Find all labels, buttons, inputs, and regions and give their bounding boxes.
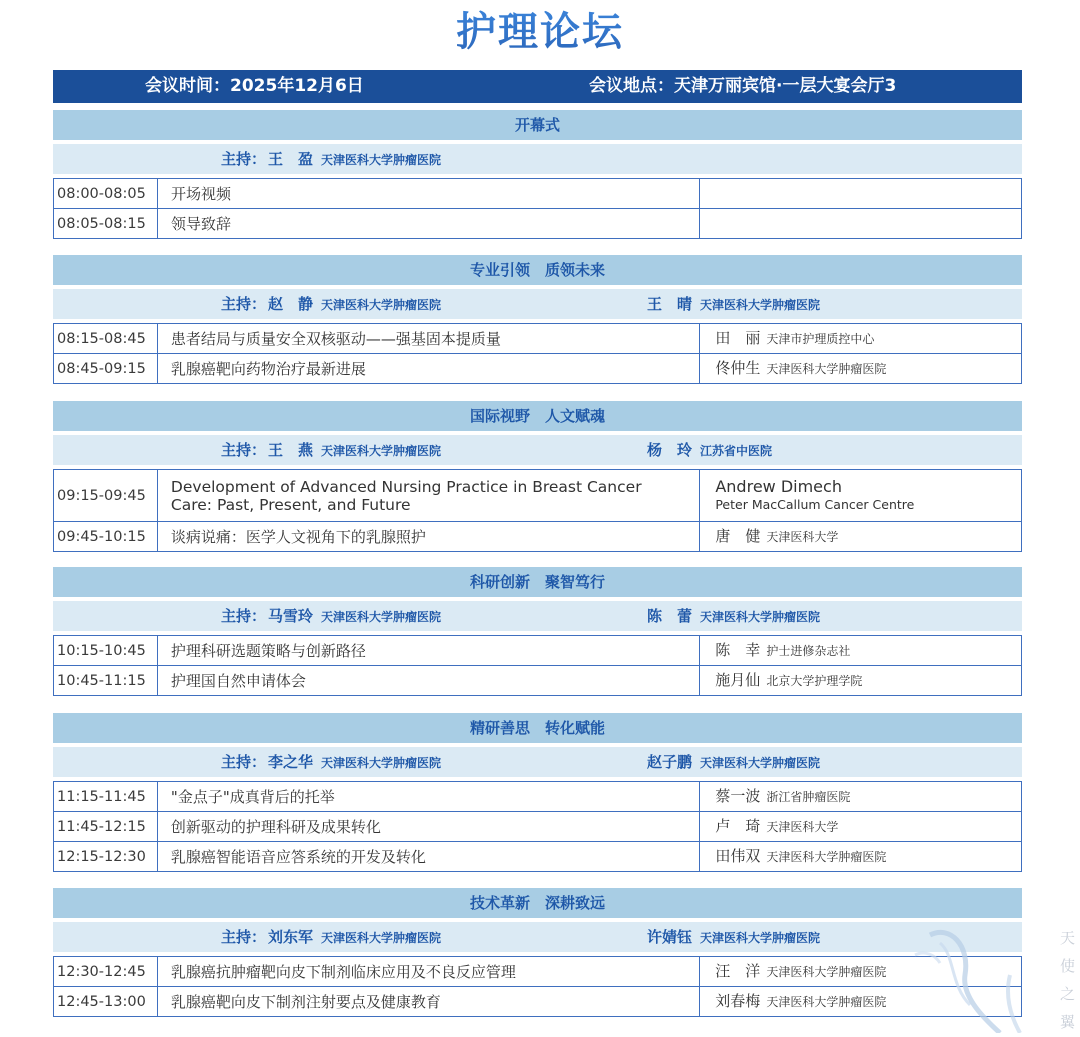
host-1 bbox=[221, 601, 441, 632]
speaker-cell bbox=[700, 666, 1022, 696]
host-name: 杨 玲 bbox=[647, 441, 693, 459]
table-row bbox=[54, 354, 1022, 384]
speaker-cell bbox=[700, 522, 1022, 552]
meeting-venue: 会议地点：天津万丽宾馆·一层大宴会厅3 bbox=[589, 76, 897, 96]
time-cell: 08:00-08:05 bbox=[54, 179, 158, 209]
speaker-org: Peter MacCallum Cancer Centre bbox=[715, 496, 915, 512]
time-cell: 12:30-12:45 bbox=[54, 957, 158, 987]
speaker-name: 施月仙 bbox=[715, 671, 761, 689]
host-2 bbox=[647, 747, 820, 778]
watermark-char: 翼 bbox=[1060, 1013, 1076, 1031]
host-name: 李之华 bbox=[268, 753, 314, 771]
table-row bbox=[54, 782, 1022, 812]
table-row bbox=[54, 842, 1022, 872]
speaker-name: 佟仲生 bbox=[715, 359, 761, 377]
speaker-cell bbox=[700, 354, 1022, 384]
speaker-org: 天津医科大学肿瘤医院 bbox=[766, 995, 887, 1009]
host-org: 江苏省中医院 bbox=[700, 444, 773, 458]
host-bar bbox=[53, 144, 1022, 174]
meeting-date: 会议时间：2025年12月6日 bbox=[145, 76, 364, 96]
watermark-char: 之 bbox=[1060, 985, 1076, 1003]
speaker-org: 天津医科大学肿瘤医院 bbox=[766, 965, 887, 979]
info-bar bbox=[53, 70, 1022, 103]
table-row bbox=[54, 666, 1022, 696]
host-org: 天津医科大学肿瘤医院 bbox=[700, 931, 821, 945]
host-label: 主持： bbox=[221, 150, 267, 168]
schedule-table bbox=[53, 956, 1022, 1017]
time-cell: 08:05-08:15 bbox=[54, 209, 158, 239]
time-cell: 12:15-12:30 bbox=[54, 842, 158, 872]
topic-cell: 护理科研选题策略与创新路径 bbox=[157, 636, 699, 666]
host-org: 天津医科大学肿瘤医院 bbox=[321, 931, 442, 945]
speaker-cell bbox=[700, 209, 1022, 239]
host-org: 天津医科大学肿瘤医院 bbox=[321, 756, 442, 770]
topic-cell: 领导致辞 bbox=[157, 209, 699, 239]
speaker-name: 汪 洋 bbox=[715, 962, 761, 980]
host-org: 天津医科大学肿瘤医院 bbox=[321, 610, 442, 624]
speaker-name: 田 丽 bbox=[715, 329, 761, 347]
host-1 bbox=[221, 435, 441, 466]
speaker-name: 刘春梅 bbox=[715, 992, 761, 1010]
schedule-table bbox=[53, 469, 1022, 552]
speaker-name: 田伟双 bbox=[715, 847, 761, 865]
speaker-cell bbox=[700, 782, 1022, 812]
host-name: 许婧钰 bbox=[647, 928, 693, 946]
time-cell: 09:45-10:15 bbox=[54, 522, 158, 552]
speaker-org: 天津市护理质控中心 bbox=[766, 332, 875, 346]
speaker-org: 天津医科大学 bbox=[766, 820, 839, 834]
host-bar bbox=[53, 289, 1022, 319]
table-row bbox=[54, 179, 1022, 209]
section-international-vision bbox=[53, 401, 1022, 552]
section-title: 精研善思 转化赋能 bbox=[53, 713, 1022, 743]
time-cell: 10:15-10:45 bbox=[54, 636, 158, 666]
speaker-name: 唐 健 bbox=[715, 527, 761, 545]
section-tech-innovation bbox=[53, 888, 1022, 1017]
speaker-org: 护士进修杂志社 bbox=[766, 644, 851, 658]
table-row bbox=[54, 522, 1022, 552]
time-cell: 08:45-09:15 bbox=[54, 354, 158, 384]
table-row bbox=[54, 470, 1022, 522]
section-title: 专业引领 质领未来 bbox=[53, 255, 1022, 285]
host-org: 天津医科大学肿瘤医院 bbox=[321, 153, 442, 167]
section-research-innovation bbox=[53, 567, 1022, 696]
speaker-cell bbox=[700, 470, 1022, 522]
host-2 bbox=[647, 922, 820, 953]
speaker-org: 天津医科大学 bbox=[766, 530, 839, 544]
speaker-name: 蔡一波 bbox=[715, 787, 761, 805]
host-1 bbox=[221, 922, 441, 953]
table-row bbox=[54, 812, 1022, 842]
host-2 bbox=[647, 289, 820, 320]
host-org: 天津医科大学肿瘤医院 bbox=[700, 298, 821, 312]
host-bar bbox=[53, 747, 1022, 777]
section-opening bbox=[53, 110, 1022, 239]
host-name: 马雪玲 bbox=[268, 607, 314, 625]
page-title: 护理论坛 bbox=[0, 4, 1080, 60]
topic-cell: 乳腺癌靶向皮下制剂注射要点及健康教育 bbox=[157, 987, 699, 1017]
topic-cell: 谈病说痛：医学人文视角下的乳腺照护 bbox=[157, 522, 699, 552]
host-label: 主持： bbox=[221, 441, 267, 459]
host-1 bbox=[221, 747, 441, 778]
table-row bbox=[54, 209, 1022, 239]
topic-cell: 创新驱动的护理科研及成果转化 bbox=[157, 812, 699, 842]
topic-cell: "金点子"成真背后的托举 bbox=[157, 782, 699, 812]
section-professional-leadership bbox=[53, 255, 1022, 384]
watermark-char: 使 bbox=[1060, 957, 1076, 975]
time-cell: 10:45-11:15 bbox=[54, 666, 158, 696]
watermark-char: 天 bbox=[1060, 929, 1076, 947]
section-title: 开幕式 bbox=[53, 110, 1022, 140]
time-cell: 11:15-11:45 bbox=[54, 782, 158, 812]
speaker-cell bbox=[700, 324, 1022, 354]
schedule-table bbox=[53, 178, 1022, 239]
host-name: 赵 静 bbox=[268, 295, 314, 313]
host-label: 主持： bbox=[221, 753, 267, 771]
host-bar bbox=[53, 922, 1022, 952]
topic-cell: 患者结局与质量安全双核驱动——强基固本提质量 bbox=[157, 324, 699, 354]
host-bar bbox=[53, 435, 1022, 465]
host-label: 主持： bbox=[221, 928, 267, 946]
topic-cell: 开场视频 bbox=[157, 179, 699, 209]
speaker-cell bbox=[700, 957, 1022, 987]
table-row bbox=[54, 987, 1022, 1017]
speaker-cell bbox=[700, 812, 1022, 842]
speaker-org: 浙江省肿瘤医院 bbox=[766, 790, 851, 804]
topic-cell: 护理国自然申请体会 bbox=[157, 666, 699, 696]
time-cell: 08:15-08:45 bbox=[54, 324, 158, 354]
speaker-org: 北京大学护理学院 bbox=[766, 674, 863, 688]
section-title: 国际视野 人文赋魂 bbox=[53, 401, 1022, 431]
topic-cell: Development of Advanced Nursing Practice in Breast Cancer Care: Past, Present, and Future bbox=[157, 470, 699, 522]
host-org: 天津医科大学肿瘤医院 bbox=[700, 756, 821, 770]
schedule-table bbox=[53, 323, 1022, 384]
schedule-table bbox=[53, 781, 1022, 872]
speaker-name: 陈 幸 bbox=[715, 641, 761, 659]
speaker-name: 卢 琦 bbox=[715, 817, 761, 835]
speaker-cell bbox=[700, 987, 1022, 1017]
host-org: 天津医科大学肿瘤医院 bbox=[321, 444, 442, 458]
host-2 bbox=[647, 435, 772, 466]
speaker-cell bbox=[700, 636, 1022, 666]
table-row bbox=[54, 957, 1022, 987]
host-org: 天津医科大学肿瘤医院 bbox=[700, 610, 821, 624]
section-translation bbox=[53, 713, 1022, 872]
table-row bbox=[54, 324, 1022, 354]
host-name: 王 燕 bbox=[268, 441, 314, 459]
schedule-table bbox=[53, 635, 1022, 696]
section-title: 技术革新 深耕致远 bbox=[53, 888, 1022, 918]
host-name: 刘东军 bbox=[268, 928, 314, 946]
host-name: 赵子鹏 bbox=[647, 753, 693, 771]
speaker-name: Andrew Dimech bbox=[715, 476, 842, 496]
host-org: 天津医科大学肿瘤医院 bbox=[321, 298, 442, 312]
time-cell: 12:45-13:00 bbox=[54, 987, 158, 1017]
host-name: 王 盈 bbox=[268, 150, 314, 168]
speaker-org: 天津医科大学肿瘤医院 bbox=[766, 850, 887, 864]
host-name: 王 晴 bbox=[647, 295, 693, 313]
topic-cell: 乳腺癌智能语音应答系统的开发及转化 bbox=[157, 842, 699, 872]
host-1 bbox=[221, 289, 441, 320]
time-cell: 11:45-12:15 bbox=[54, 812, 158, 842]
speaker-cell bbox=[700, 842, 1022, 872]
host-label: 主持： bbox=[221, 607, 267, 625]
host-2 bbox=[647, 601, 820, 632]
time-cell: 09:15-09:45 bbox=[54, 470, 158, 522]
table-row bbox=[54, 636, 1022, 666]
section-title: 科研创新 聚智笃行 bbox=[53, 567, 1022, 597]
host-label: 主持： bbox=[221, 295, 267, 313]
speaker-org: 天津医科大学肿瘤医院 bbox=[766, 362, 887, 376]
speaker-cell bbox=[700, 179, 1022, 209]
topic-cell: 乳腺癌靶向药物治疗最新进展 bbox=[157, 354, 699, 384]
host-bar bbox=[53, 601, 1022, 631]
host-1 bbox=[221, 144, 441, 175]
host-name: 陈 蕾 bbox=[647, 607, 693, 625]
topic-cell: 乳腺癌抗肿瘤靶向皮下制剂临床应用及不良反应管理 bbox=[157, 957, 699, 987]
